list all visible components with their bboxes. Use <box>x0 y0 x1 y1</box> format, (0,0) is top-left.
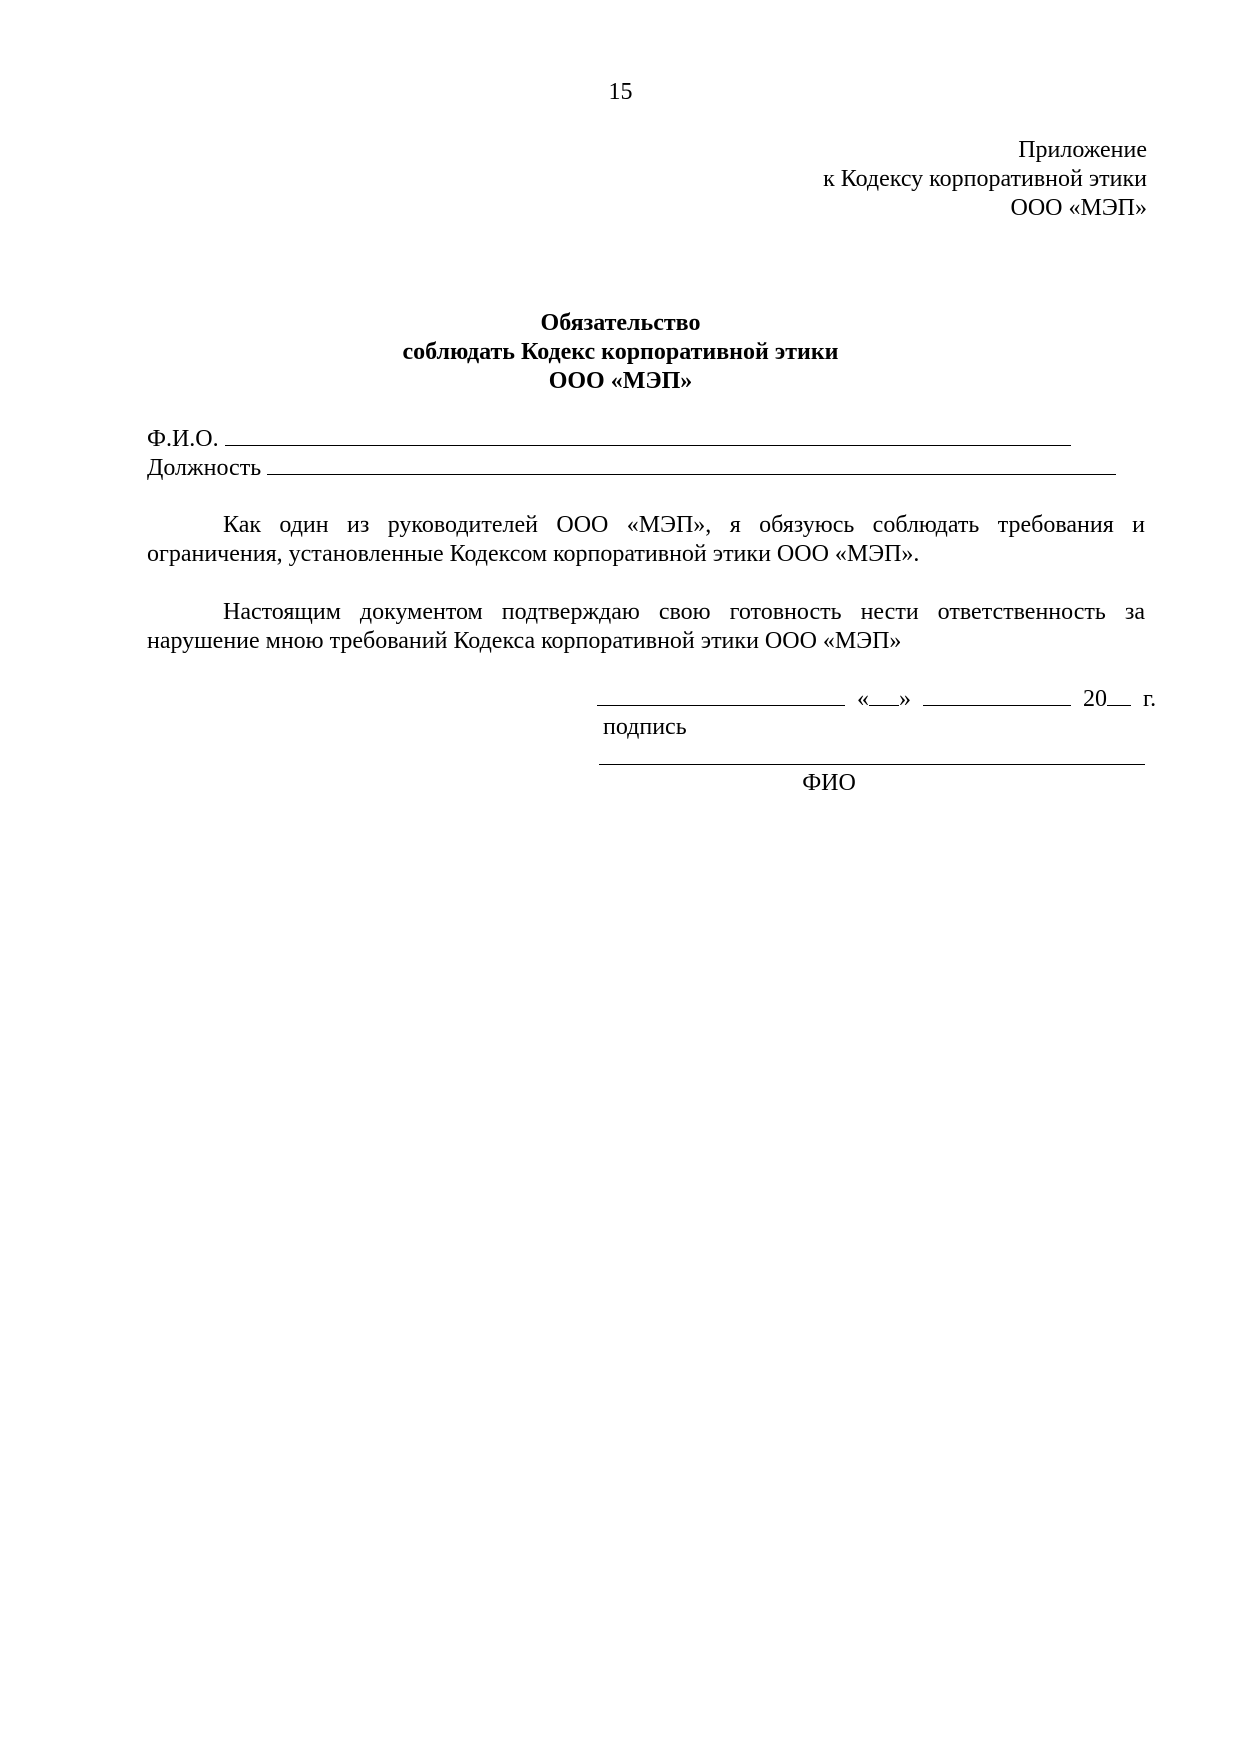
position-field <box>147 454 1116 482</box>
title-line-3: ООО «МЭП» <box>548 368 693 394</box>
page-number: 15 <box>608 79 633 105</box>
fio-label: Ф.И.О. <box>147 426 219 452</box>
document-title <box>0 309 1241 396</box>
day-quote-close: » <box>899 686 911 712</box>
appendix-line-3: ООО «МЭП» <box>1010 195 1147 221</box>
day-quote-open: « <box>857 686 869 712</box>
position-blank-line <box>267 454 1116 475</box>
fio-signature-line <box>599 764 1145 765</box>
signature-date-row <box>597 685 1157 713</box>
fio-caption: ФИО <box>802 770 856 796</box>
position-label: Должность <box>147 455 262 481</box>
paragraph-2: Настоящим документом подтверждаю свою готовность нести ответственность за нарушение мною требований Кодекса корпоративной этики ООО «МЭП» <box>147 599 1145 654</box>
year-blank-line <box>1107 685 1131 706</box>
paragraph-1: Как один из руководителей ООО «МЭП», я обязуюсь соблюдать требования и ограничения, установленные Кодексом корпоративной этики ООО «МЭП». <box>147 512 1145 567</box>
fio-blank-line <box>225 425 1071 446</box>
month-blank-line <box>923 685 1071 706</box>
title-line-1: Обязательство <box>540 310 701 336</box>
day-blank-line <box>869 685 899 706</box>
title-line-2: соблюдать Кодекс корпоративной этики <box>402 339 839 365</box>
appendix-line-1: Приложение <box>1018 137 1147 163</box>
year-suffix: г. <box>1143 686 1157 712</box>
appendix-line-2: к Кодексу корпоративной этики <box>823 166 1147 192</box>
signature-caption: подпись <box>603 714 687 740</box>
appendix-note <box>823 136 1147 223</box>
fio-field <box>147 425 1071 453</box>
year-prefix: 20 <box>1083 686 1107 712</box>
signature-blank-line <box>597 685 845 706</box>
